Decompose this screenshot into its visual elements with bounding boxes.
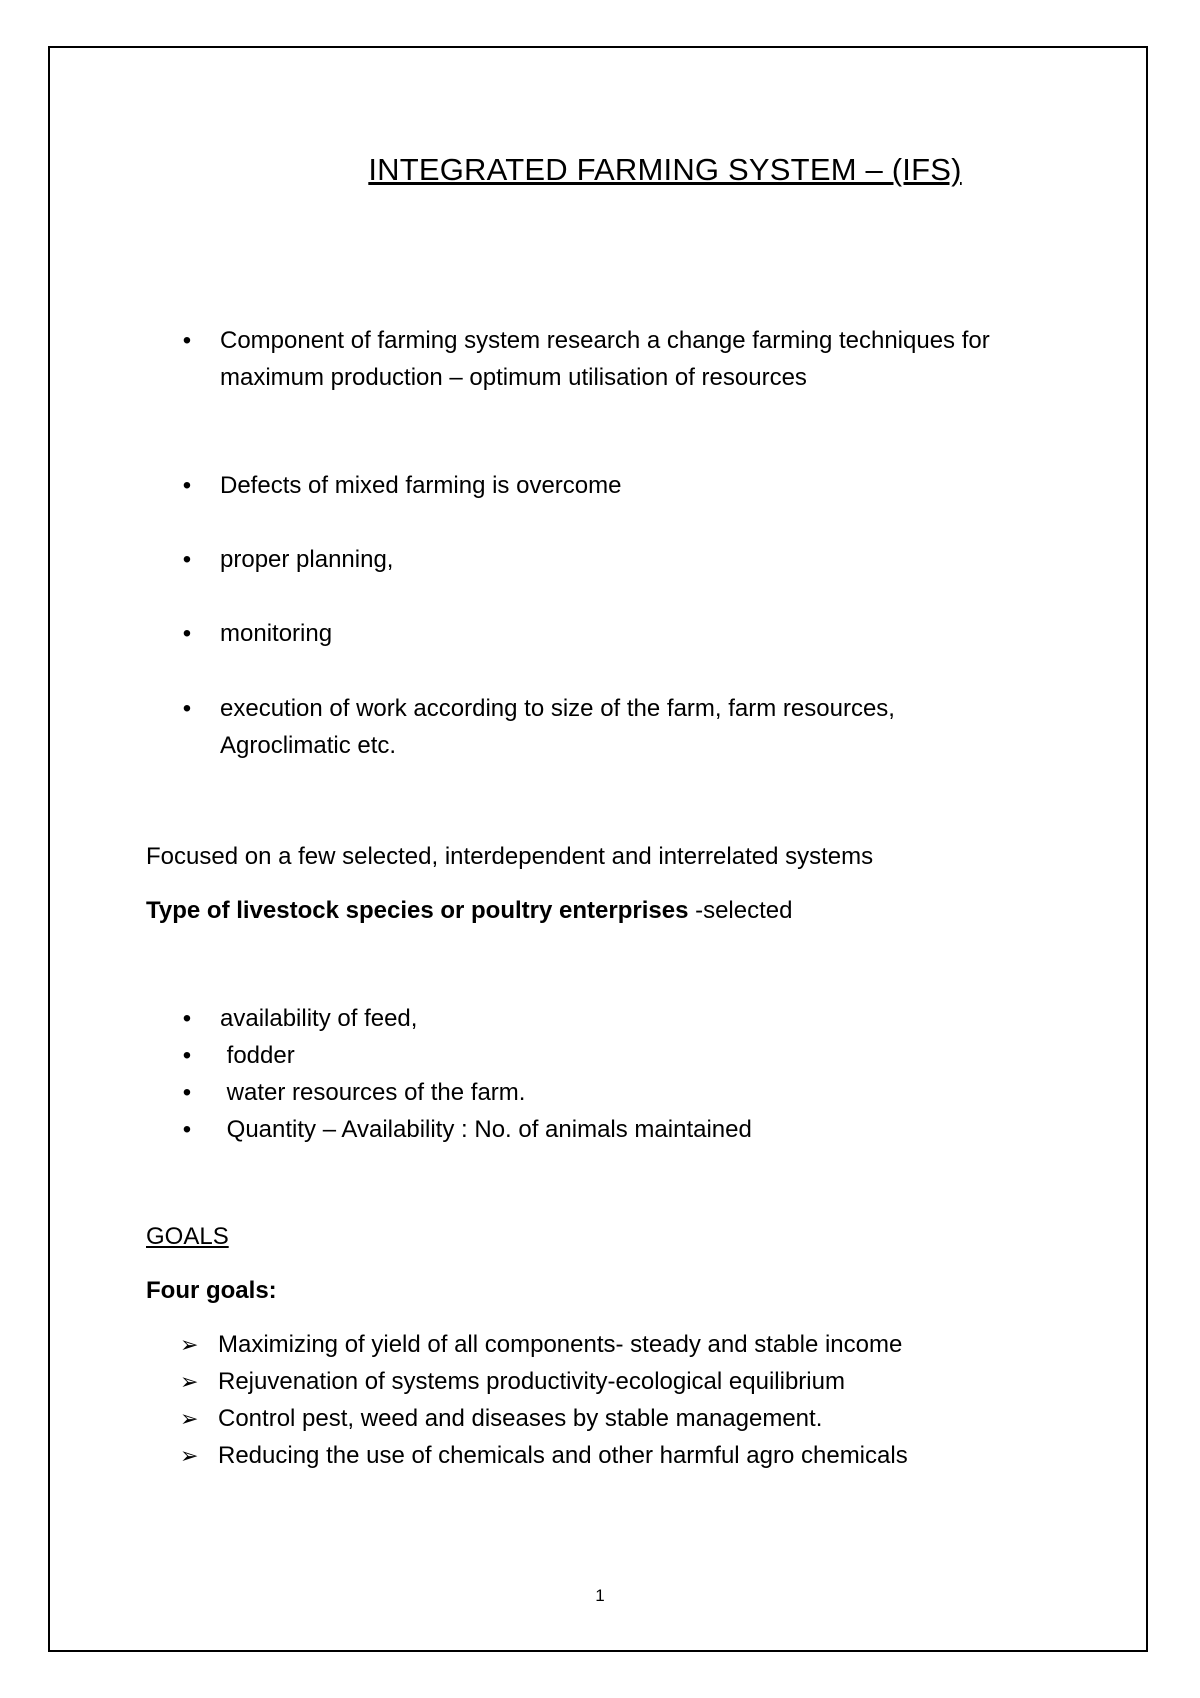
bullet-line: fodder: [220, 1042, 295, 1069]
bullet-line: Defects of mixed farming is overcome: [220, 472, 622, 499]
goal-item: [180, 1437, 1080, 1474]
bullet-icon: •: [182, 546, 192, 573]
bullet-line: maximum production – optimum utilisation of resources: [220, 364, 807, 391]
page-title: INTEGRATED FARMING SYSTEM – (IFS): [368, 152, 962, 187]
focus-paragraph: Focused on a few selected, interdependent and interrelated systems: [146, 843, 874, 870]
bullet-icon: •: [182, 1079, 192, 1106]
goal-item: [180, 1363, 1080, 1400]
bullet-item-fodder: [180, 1037, 1080, 1074]
goal-text: Maximizing of yield of all components- steady and stable income: [218, 1331, 903, 1358]
bullet-icon: •: [182, 695, 192, 722]
livestock-paragraph: [146, 892, 1096, 929]
bullet-icon: •: [182, 1042, 192, 1069]
goal-text: Control pest, weed and diseases by stable management.: [218, 1405, 823, 1432]
arrow-bullet-icon: ➢: [180, 1369, 199, 1394]
bullet-icon: •: [182, 1116, 192, 1143]
four-goals-label: Four goals:: [146, 1277, 277, 1304]
bullet-icon: •: [182, 620, 192, 647]
livestock-rest-text: -selected: [688, 897, 793, 924]
bullet-item-water: [180, 1074, 1080, 1111]
bullet-line: proper planning,: [220, 546, 394, 573]
bullet-line: monitoring: [220, 620, 333, 647]
bullet-line: availability of feed,: [220, 1005, 418, 1032]
bullet-item-monitoring: [180, 615, 1080, 652]
bullet-item-execution: [180, 690, 1080, 764]
bullet-line: water resources of the farm.: [220, 1079, 526, 1106]
page-number: 1: [595, 1586, 605, 1605]
livestock-bold-text: Type of livestock species or poultry enterprises: [146, 897, 689, 924]
bullet-icon: •: [182, 1005, 192, 1032]
goal-item: [180, 1326, 1080, 1363]
bullet-item-component: [180, 322, 1080, 396]
bullet-icon: •: [182, 472, 192, 499]
bullet-item-feed: [180, 1000, 1080, 1037]
goal-text: Reducing the use of chemicals and other harmful agro chemicals: [218, 1442, 908, 1469]
bullet-line: execution of work according to size of the farm, farm resources,: [220, 695, 895, 722]
goals-heading: GOALS: [146, 1223, 229, 1250]
bullet-line: Agroclimatic etc.: [220, 732, 397, 759]
bullet-line: Quantity – Availability : No. of animals maintained: [220, 1116, 752, 1143]
bullet-line: Component of farming system research a change farming techniques for: [220, 327, 990, 354]
bullet-icon: •: [182, 327, 192, 354]
goal-item: [180, 1400, 1080, 1437]
arrow-bullet-icon: ➢: [180, 1443, 199, 1468]
bullet-item-planning: [180, 541, 1080, 578]
arrow-bullet-icon: ➢: [180, 1332, 199, 1357]
bullet-item-defects: [180, 467, 1080, 504]
bullet-item-quantity: [180, 1111, 1080, 1148]
arrow-bullet-icon: ➢: [180, 1406, 199, 1431]
goal-text: Rejuvenation of systems productivity-ecological equilibrium: [218, 1368, 845, 1395]
